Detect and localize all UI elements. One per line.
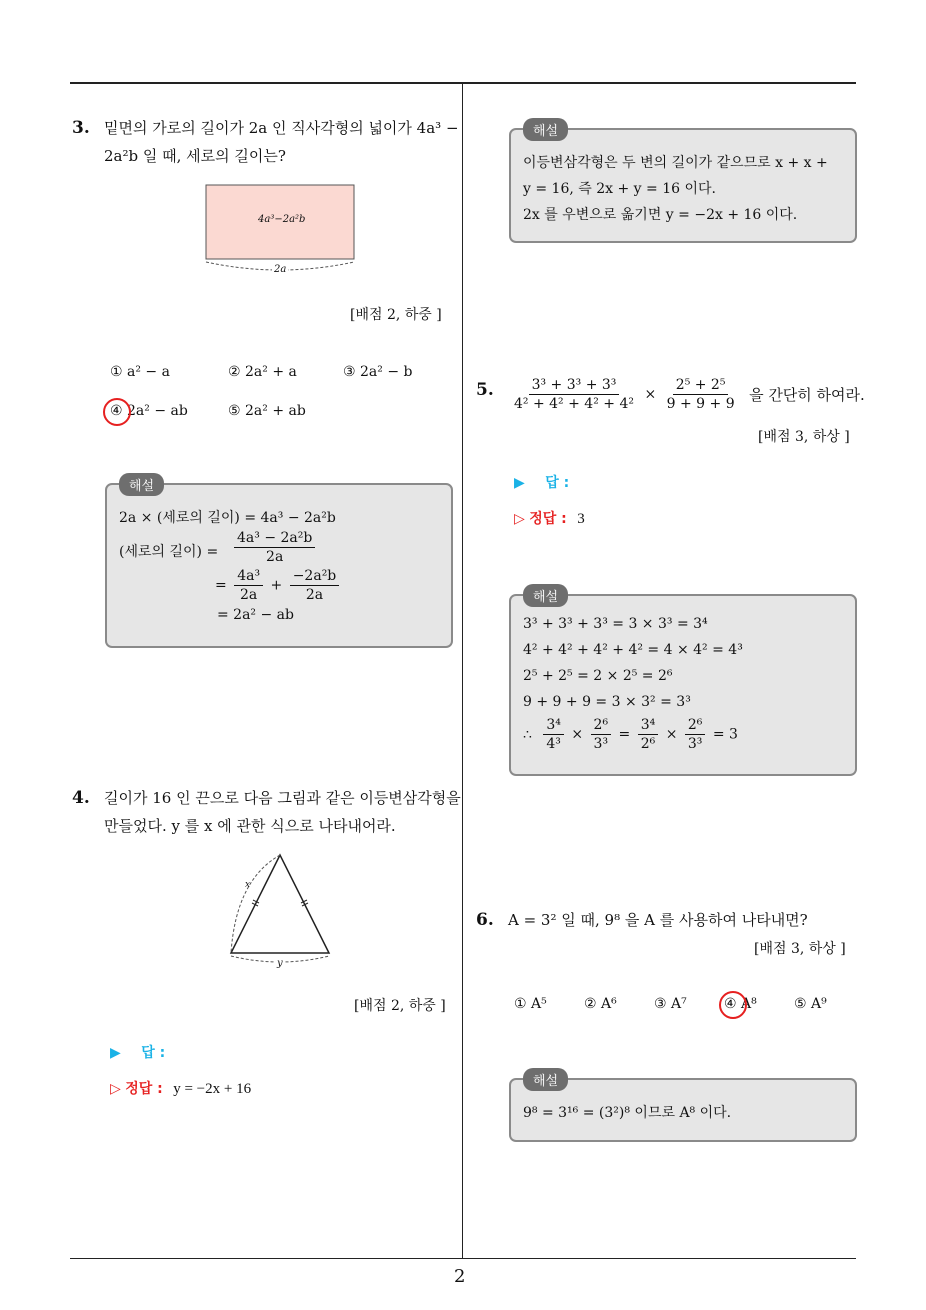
q3-rect-bottom-label: 2a xyxy=(274,264,287,275)
q3-explain-frac3-den: 2a xyxy=(305,587,324,603)
q5-ef-n3: 3⁴ xyxy=(638,716,659,735)
q5-ef-n2: 2⁶ xyxy=(591,716,612,735)
q3-option-3[interactable]: ③ 2a² − b xyxy=(343,364,413,380)
q3-explain-line4: = 2a² − ab xyxy=(217,607,294,623)
q3-number: 3. xyxy=(72,118,90,138)
q4-explain-line1: 이등변삼각형은 두 변의 길이가 같으므로 x + x + xyxy=(523,155,828,171)
q3-explanation-box xyxy=(105,479,453,648)
q4-explain-line2: y = 16, 즉 2x + y = 16 이다. xyxy=(523,181,716,197)
q4-side-label: x xyxy=(245,880,251,890)
q5-frac2-den: 9 + 9 + 9 xyxy=(666,396,735,412)
q5-answer-row xyxy=(514,472,569,492)
q4-explain-line3: 2x 를 우변으로 옮기면 y = −2x + 16 이다. xyxy=(523,207,798,223)
q5-ef-n4: 2⁶ xyxy=(685,716,706,735)
q5-frac1-den: 4² + 4² + 4² + 4² xyxy=(514,396,634,412)
q5-answer-arrow-icon: ▶ xyxy=(514,475,525,491)
q5-ef-result: = 3 xyxy=(712,726,738,743)
q4-correct-label: 정답 : xyxy=(125,1081,163,1097)
q5-correct-arrow-icon: ▷ xyxy=(514,511,525,527)
q5-ef-times2: × xyxy=(665,726,678,743)
column-divider xyxy=(462,82,463,1258)
q4-correct-arrow-icon: ▷ xyxy=(110,1081,121,1097)
q5-explanation-box xyxy=(509,590,857,776)
q3-explain-frac1-den: 2a xyxy=(266,549,284,565)
q6-option-3[interactable]: ③ A⁷ xyxy=(654,996,687,1012)
q5-explanation-tag: 해설 xyxy=(523,584,568,607)
q5-correct-row xyxy=(514,508,585,528)
bottom-rule xyxy=(70,1258,856,1259)
q5-correct-value: 3 xyxy=(577,511,585,527)
q5-explain-line4: 9 + 9 + 9 = 3 × 3² = 3³ xyxy=(523,694,691,710)
q3-explain-line1: 2a × (세로의 길이) = 4a³ − 2a²b xyxy=(119,510,336,526)
q5-ef-d1: 4³ xyxy=(546,736,561,752)
q5-ef-eq: = xyxy=(618,726,631,743)
q3-explain-frac3-num: −2a²b xyxy=(290,567,340,586)
q3-explain-line2: (세로의 길이) = xyxy=(119,544,219,560)
q5-frac1-num: 3³ + 3³ + 3³ xyxy=(529,376,620,395)
q4-explanation-tag: 해설 xyxy=(523,118,568,141)
q5-expression xyxy=(508,376,865,413)
q4-bottom-label: y xyxy=(277,958,283,969)
q4-correct-value: y = −2x + 16 xyxy=(173,1081,252,1097)
q6-explanation-tag: 해설 xyxy=(523,1068,568,1091)
q4-number: 4. xyxy=(72,788,90,808)
q3-option-4[interactable]: ④ 2a² − ab xyxy=(110,403,188,419)
q5-number: 5. xyxy=(476,380,494,400)
q5-frac2-num: 2⁵ + 2⁵ xyxy=(673,376,729,395)
q4-explanation-box xyxy=(509,124,857,243)
q4-score: [배점 2, 하중 ] xyxy=(354,998,446,1014)
q6-score: [배점 3, 하상 ] xyxy=(754,941,846,957)
q5-explain-final xyxy=(523,716,738,753)
q4-correct-row xyxy=(110,1078,251,1098)
q3-explain-frac2-den: 2a xyxy=(239,587,258,603)
q6-number: 6. xyxy=(476,910,494,930)
q3-explain-eq: = xyxy=(215,577,227,594)
q4-text-line1: 길이가 16 인 끈으로 다음 그림과 같은 이등변삼각형을 xyxy=(104,789,461,807)
q3-explain-plus: + xyxy=(270,577,283,594)
q5-explain-line3: 2⁵ + 2⁵ = 2 × 2⁵ = 2⁶ xyxy=(523,668,673,684)
q5-text-tail: 을 간단히 하여라. xyxy=(749,386,865,404)
top-rule xyxy=(70,82,856,84)
q5-ef-d3: 2⁶ xyxy=(640,736,656,752)
q5-ef-d4: 3³ xyxy=(687,736,703,752)
q3-explain-frac2-num: 4a³ xyxy=(234,567,263,586)
q6-text: A = 3² 일 때, 9⁸ 을 A 를 사용하여 나타내면? xyxy=(508,911,808,929)
q6-option-2[interactable]: ② A⁶ xyxy=(584,996,617,1012)
q5-therefore: ∴ xyxy=(523,726,532,743)
q4-answer-row xyxy=(110,1042,165,1062)
q5-times: × xyxy=(644,386,657,403)
q5-ef-times1: × xyxy=(571,726,584,743)
q5-correct-label: 정답 : xyxy=(529,511,567,527)
q5-score: [배점 3, 하상 ] xyxy=(758,429,850,445)
q3-explain-frac1-num: 4a³ − 2a²b xyxy=(234,529,315,548)
q6-option-1[interactable]: ① A⁵ xyxy=(514,996,547,1012)
q3-score: [배점 2, 하중 ] xyxy=(350,307,442,323)
q6-explain-line1: 9⁸ = 3¹⁶ = (3²)⁸ 이므로 A⁸ 이다. xyxy=(523,1105,732,1121)
q3-rect-label: 4a³−2a²b xyxy=(258,214,306,225)
q3-option-2[interactable]: ② 2a² + a xyxy=(228,364,297,380)
q6-selected-circle xyxy=(719,991,747,1019)
q5-ef-n1: 3⁴ xyxy=(543,716,564,735)
q3-option-1[interactable]: ① a² − a xyxy=(110,364,170,380)
q4-triangle-figure xyxy=(222,850,338,970)
q3-explain-frac1 xyxy=(231,529,318,566)
q3-option-5[interactable]: ⑤ 2a² + ab xyxy=(228,403,306,419)
q3-explain-line3 xyxy=(215,567,342,604)
q6-explanation-box xyxy=(509,1074,857,1142)
q3-text-line1: 밑면의 가로의 길이가 2a 인 직사각형의 넓이가 4a³ − xyxy=(104,119,459,137)
q4-answer-arrow-icon: ▶ xyxy=(110,1045,121,1061)
q6-option-5[interactable]: ⑤ A⁹ xyxy=(794,996,827,1012)
q5-explain-line2: 4² + 4² + 4² + 4² = 4 × 4² = 4³ xyxy=(523,642,743,658)
q5-explain-line1: 3³ + 3³ + 3³ = 3 × 3³ = 3⁴ xyxy=(523,616,708,632)
q3-selected-circle xyxy=(103,398,131,426)
q5-answer-label: 답 : xyxy=(545,475,570,491)
page-number: 2 xyxy=(454,1266,466,1287)
q4-answer-label: 답 : xyxy=(141,1045,166,1061)
q3-text-line2: 2a²b 일 때, 세로의 길이는? xyxy=(104,147,286,165)
q3-explanation-tag: 해설 xyxy=(119,473,164,496)
q5-ef-d2: 3³ xyxy=(593,736,609,752)
q6-option-4[interactable]: ④ A⁸ xyxy=(724,996,757,1012)
q4-text-line2: 만들었다. y 를 x 에 관한 식으로 나타내어라. xyxy=(104,817,396,835)
